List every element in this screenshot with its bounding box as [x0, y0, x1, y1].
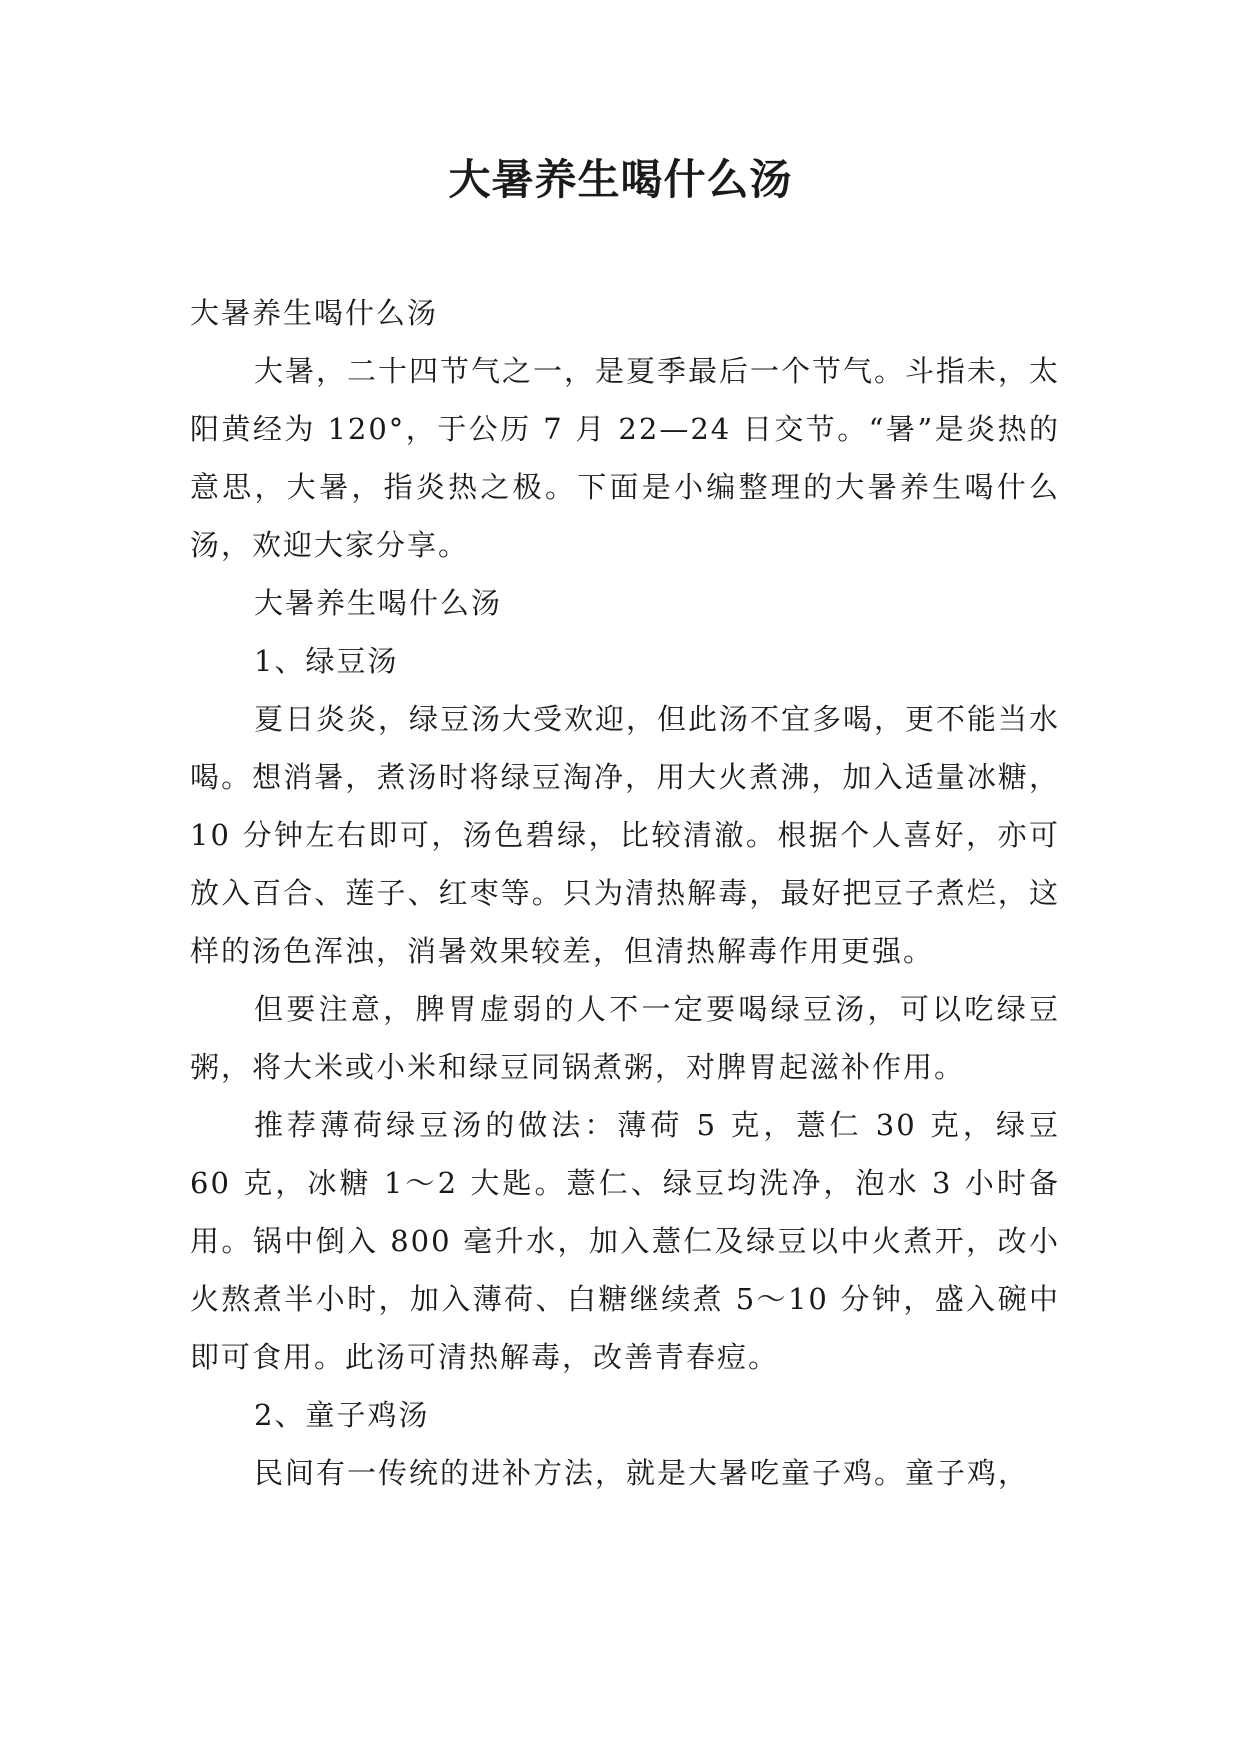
subsection-heading: 2、童子鸡汤 [254, 1398, 430, 1432]
paragraph: 民间有一传统的进补方法，就是大暑吃童子鸡。童子鸡， [254, 1456, 1030, 1490]
document-title: 大暑养生喝什么汤 [448, 155, 793, 204]
paragraph: 但要注意，脾胃虚弱的人不一定要喝绿豆汤，可以吃绿豆粥，将大米或小米和绿豆同锅煮粥，对脾胃起滋补作用。 [190, 992, 1060, 1084]
subsection-heading: 1、绿豆汤 [254, 644, 399, 678]
paragraph: 大暑养生喝什么汤 [190, 296, 439, 330]
paragraph: 夏日炎炎，绿豆汤大受欢迎，但此汤不宜多喝，更不能当水喝。想消暑，煮汤时将绿豆淘净，用大火煮沸，加入适量冰糖，10 分钟左右即可，汤色碧绿，比较清澈。根据个人喜好，亦可放入百合、莲子、红枣等。只为清热解毒，最好把豆子煮烂，这样的汤色浑浊，消暑效果较差，但清热解毒作用更强。 [190, 702, 1061, 968]
paragraph: 推荐薄荷绿豆汤的做法：薄荷 5 克，薏仁 30 克，绿豆 60 克，冰糖 1～2 大匙。薏仁、绿豆均洗净，泡水 3 小时备用。锅中倒入 800 毫升水，加入薏仁及绿豆以中火煮开，改小火熬煮半小时，加入薄荷、白糖继续煮 5～10 分钟，盛入碗中即可食用。此汤可清热解毒，改善青春痘。 [190, 1108, 1060, 1374]
paragraph: 大暑，二十四节气之一，是夏季最后一个节气。斗指未，太阳黄经为 120°，于公历 7 月 22—24 日交节。“暑”是炎热的意思，大暑，指炎热之极。下面是小编整理的大暑养生喝什么汤，欢迎大家分享。 [190, 354, 1061, 562]
document-body [190, 284, 1060, 1502]
section-heading: 大暑养生喝什么汤 [254, 586, 503, 620]
